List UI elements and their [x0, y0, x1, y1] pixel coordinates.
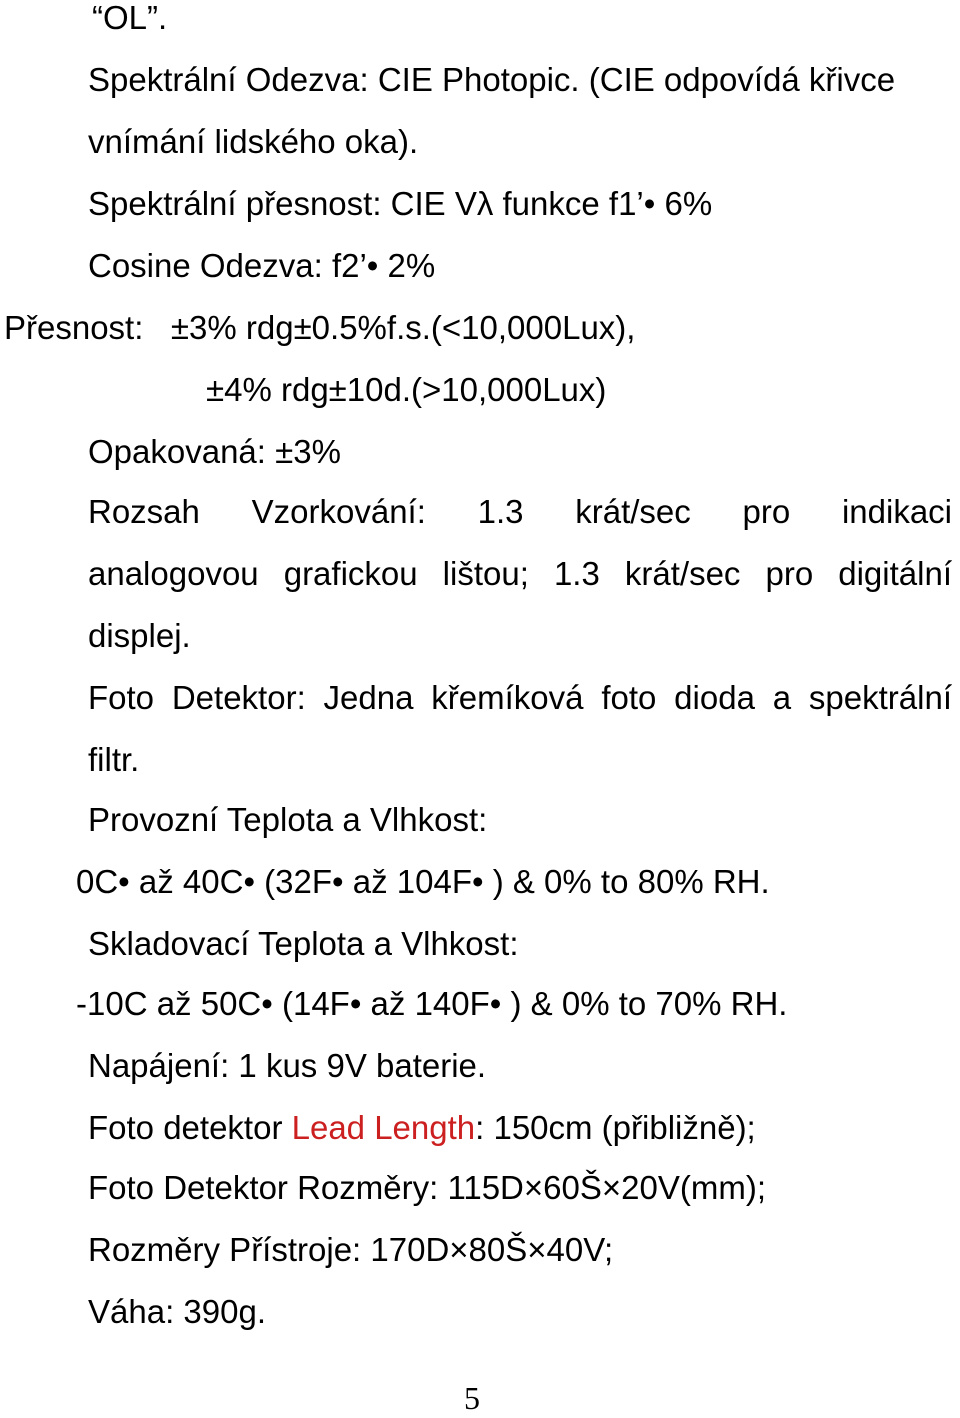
text-line: Rozměry Přístroje: 170D×80Š×40V;	[88, 1231, 614, 1268]
text-line: -10C až 50C• (14F• až 140F• ) & 0% to 70% RH.	[76, 985, 788, 1022]
text-line: analogovou grafickou lištou; 1.3 krát/sec pro digitální	[88, 555, 952, 592]
text-line: Cosine Odezva: f2’• 2%	[88, 247, 436, 284]
page-number: 5	[464, 1380, 480, 1416]
text-segment: : 150cm (přibližně);	[475, 1109, 756, 1146]
text-line: Opakovaná: ±3%	[88, 433, 341, 470]
text-line: Foto Detektor: Jedna křemíková foto dioda a spektrální	[88, 679, 952, 716]
text-line: Napájení: 1 kus 9V baterie.	[88, 1047, 487, 1084]
highlighted-term: Lead Length	[291, 1109, 476, 1146]
text-line: filtr.	[88, 741, 140, 778]
text-line: Provozní Teplota a Vlhkost:	[88, 801, 488, 838]
text-line: Skladovací Teplota a Vlhkost:	[88, 925, 519, 962]
text-line	[88, 1108, 756, 1148]
text-line: Spektrální přesnost: CIE Vλ funkce f1’• 6%	[88, 185, 713, 222]
text-line: Rozsah Vzorkování: 1.3 krát/sec pro indikaci	[88, 493, 952, 530]
text-segment: Foto detektor	[88, 1109, 292, 1146]
text-line: Foto Detektor Rozměry: 115D×60Š×20V(mm);	[88, 1169, 766, 1206]
text-line: “OL”.	[92, 0, 168, 36]
text-line: vnímání lidského oka).	[88, 123, 419, 160]
text-line: Váha: 390g.	[88, 1293, 266, 1330]
text-line: Přesnost: ±3% rdg±0.5%f.s.(<10,000Lux),	[4, 309, 636, 346]
text-line: displej.	[88, 617, 191, 654]
text-line: ±4% rdg±10d.(>10,000Lux)	[206, 371, 607, 408]
text-line: Spektrální Odezva: CIE Photopic. (CIE odpovídá křivce	[88, 61, 896, 98]
text-line: 0C• až 40C• (32F• až 104F• ) & 0% to 80% RH.	[76, 863, 770, 900]
